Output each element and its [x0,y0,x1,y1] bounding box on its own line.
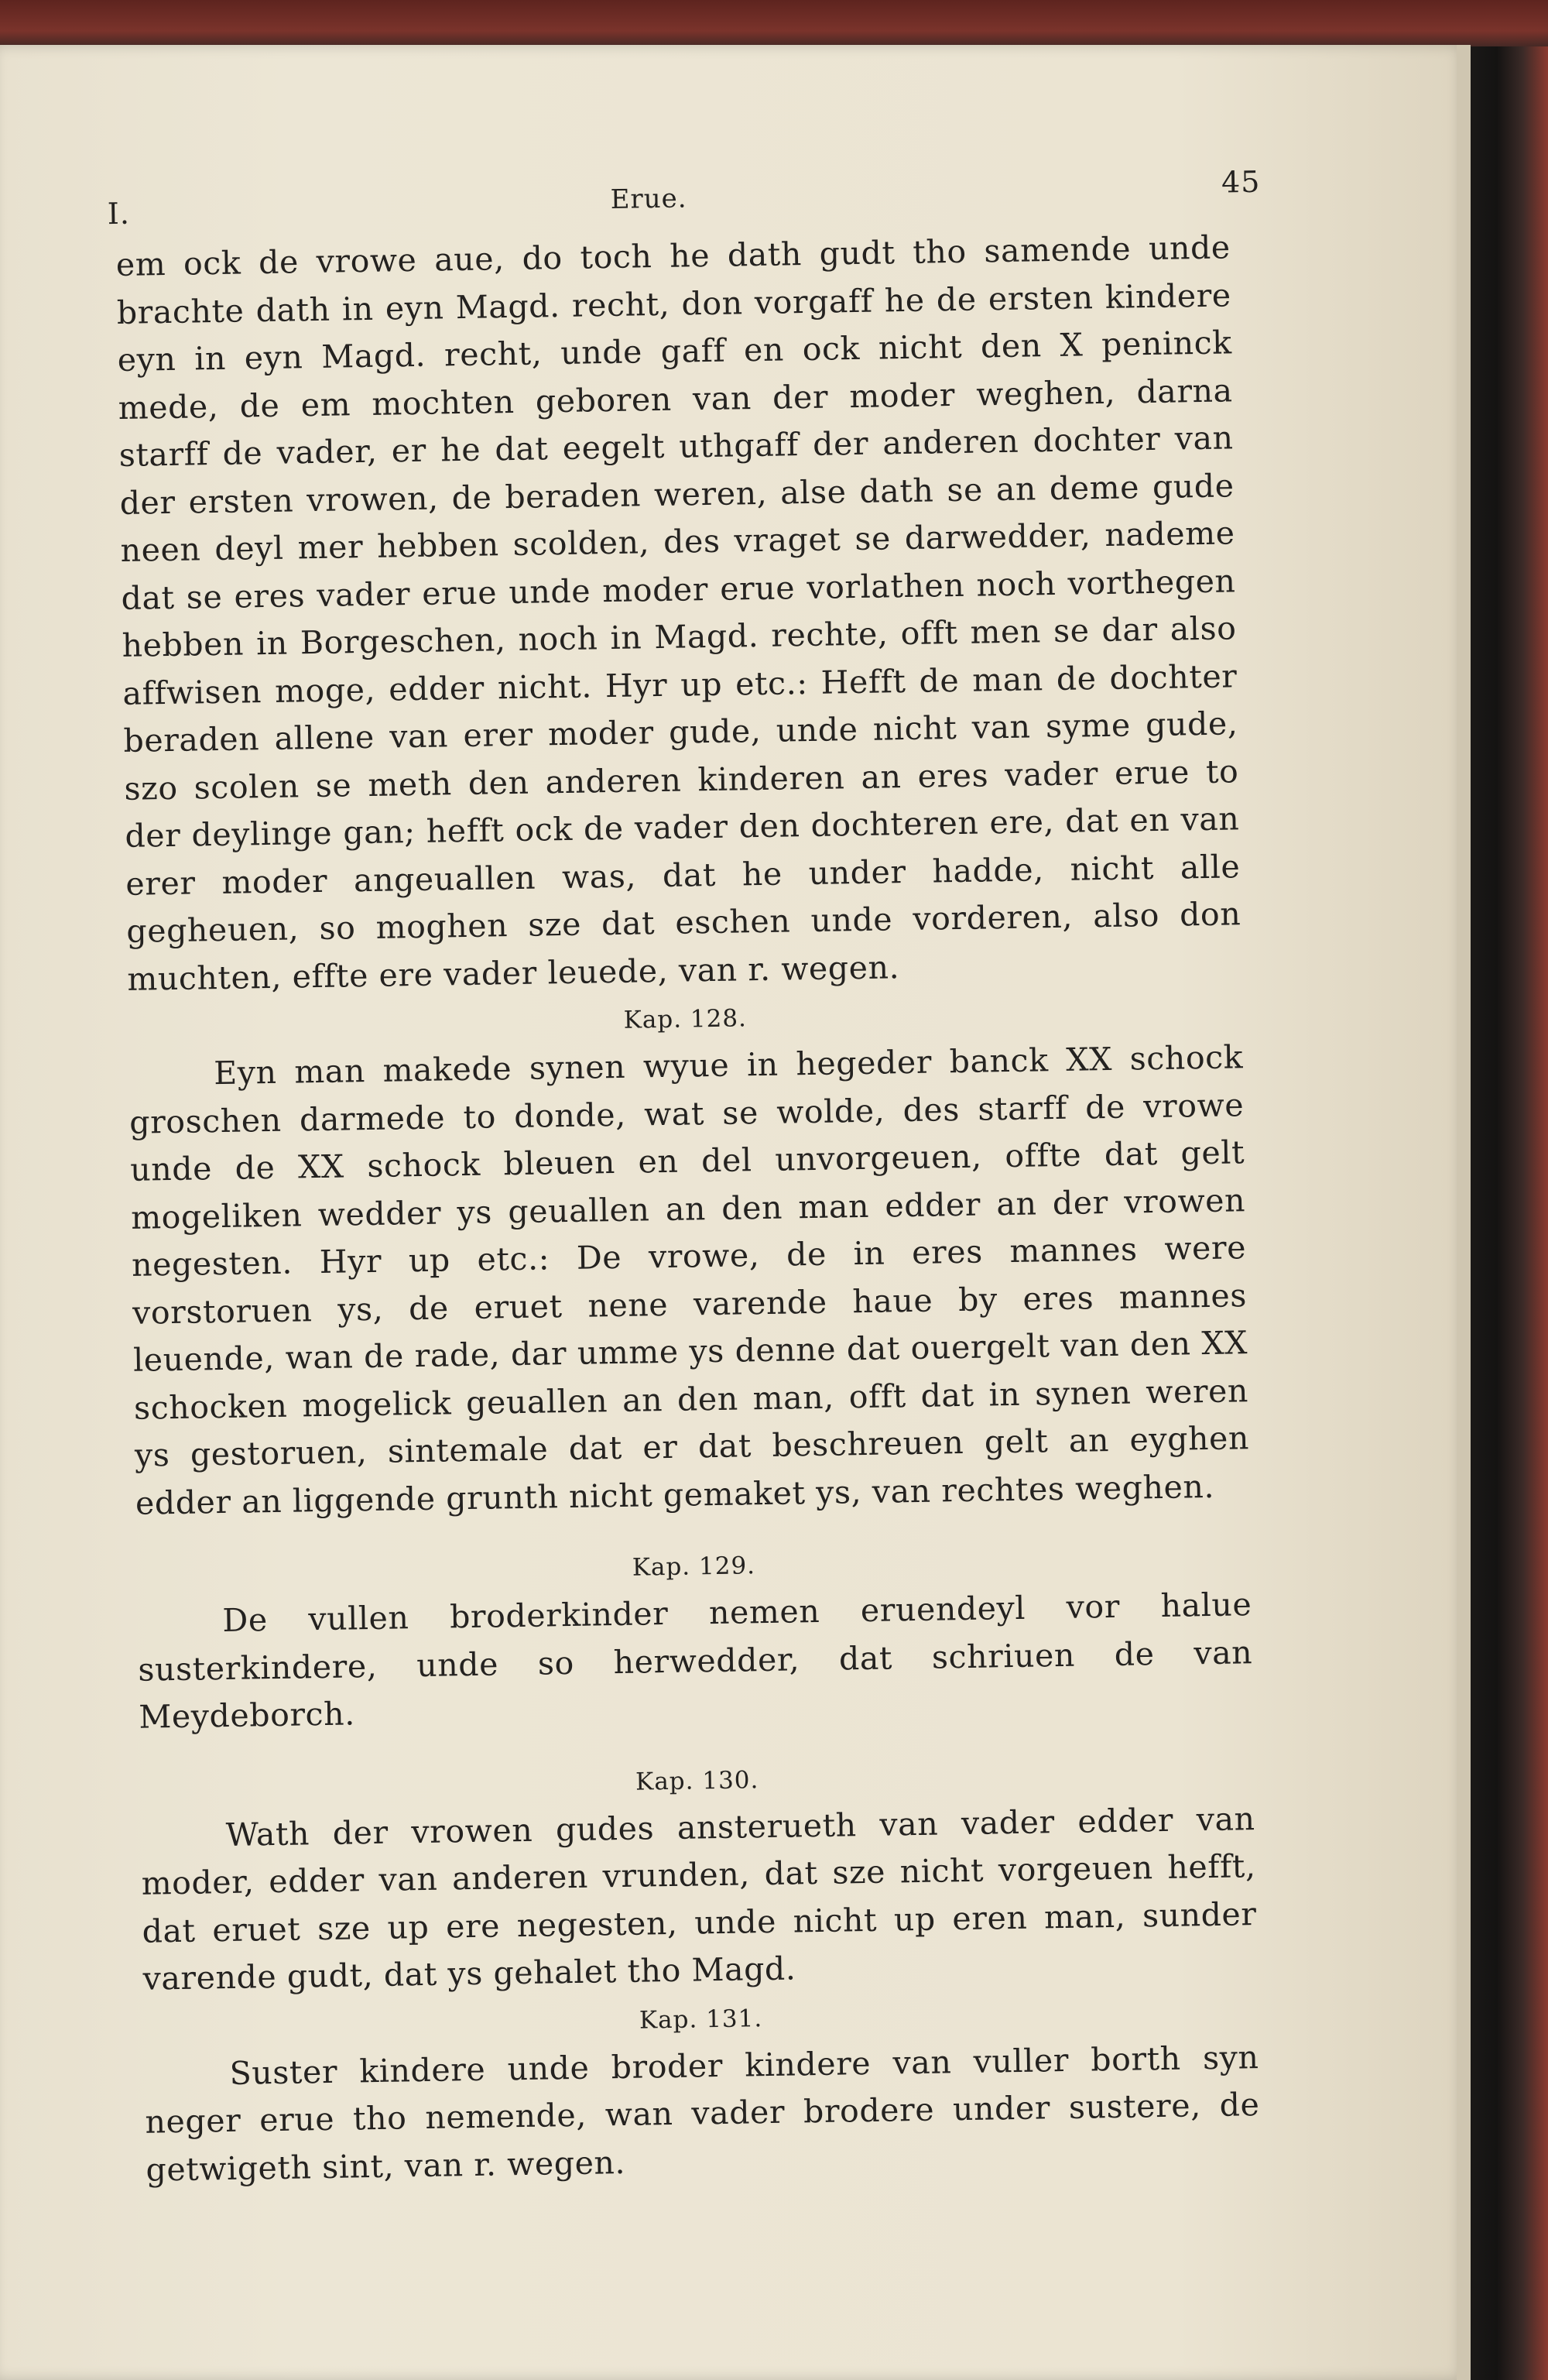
page-number: 45 [1221,164,1261,200]
chapter-heading-128: Kap. 128. [623,1004,748,1034]
chapter-heading-129: Kap. 129. [632,1552,756,1582]
running-title: Erue. [610,183,687,215]
chapter-text-129: De vullen broderkinder nemen eruendeyl vor halue susterkindere, unde so herwedder, dat schriuen de van Meydeborch. [138,1586,1253,1736]
section-number: I. [107,196,131,231]
chapter-text-130: Wath der vrowen gudes ansterueth van vader edder van moder, edder van anderen vrunden, dat sze nicht vorgeuen hefft, dat eruet sze up ere negesten, unde nicht up eren man, sunder varende gudt, dat ys gehalet tho Magd. [141,1799,1257,1998]
chapter-text-131: Suster kindere unde broder kindere van vuller borth syn neger erue tho nemende, wan vader brodere under sustere, de getwigeth sint, van r. wegen. [145,2038,1260,2189]
page-fore-edge [1457,45,1471,2380]
page-content [107,154,1261,2193]
chapter-text-128: Eyn man makede synen wyue in hegeder banck XX schock groschen darmede to donde, wat se wolde, des starff de vrowe unde de XX schock bleuen en del unvorgeuen, offte dat gelt mogeliken wedder ys geuallen an den man edder an der vrowen negesten. Hyr up etc.: De vrowe, de in eres mannes were vorstoruen ys, de eruet nene varende haue by eres mannes leuende, wan de rade, dar umme ys denne dat ouergelt van den XX schocken mogelick geuallen an den man, offt dat in synen weren ys gestoruen, sintemale dat er dat beschreuen gelt an eyghen edder an liggende grunth nicht gemaket ys, van rechtes weghen. [128,1038,1250,1522]
chapter-heading-131: Kap. 131. [639,2004,763,2035]
book-binding [1463,46,1548,2380]
chapter-heading-130: Kap. 130. [635,1765,759,1796]
opening-paragraph: em ock de vrowe aue, do toch he dath gudt tho samende unde brachte dath in eyn Magd. recht, don vorgaff he de ersten kindere eyn in eyn Magd. recht, unde gaff en ock nicht den X peninck mede, de em mochten geboren van der moder weghen, darna starff de vader, er he dat eegelt uthgaff der anderen dochter van der ersten vrowen, de beraden weren, alse dath se an deme gude neen deyl mer hebben scolden, des vraget se darwedder, nademe dat se eres vader erue unde moder erue vorlathen noch vorthegen hebben in Borgeschen, noch in Magd. rechte, offt men se dar also affwisen moge, edder nicht. Hyr up etc.: Hefft de man de dochter beraden allene van erer moder gude, unde nicht van syme gude, szo scolen se meth den anderen kinderen an eres vader erue to der deylinge gan; hefft ock de vader den dochteren ere, dat en van erer moder angeuallen was, dat he under hadde, nicht alle gegheuen, so moghen sze dat eschen unde vorderen, also don muchten, effte ere vader leuede, van r. wegen. [115,228,1241,998]
